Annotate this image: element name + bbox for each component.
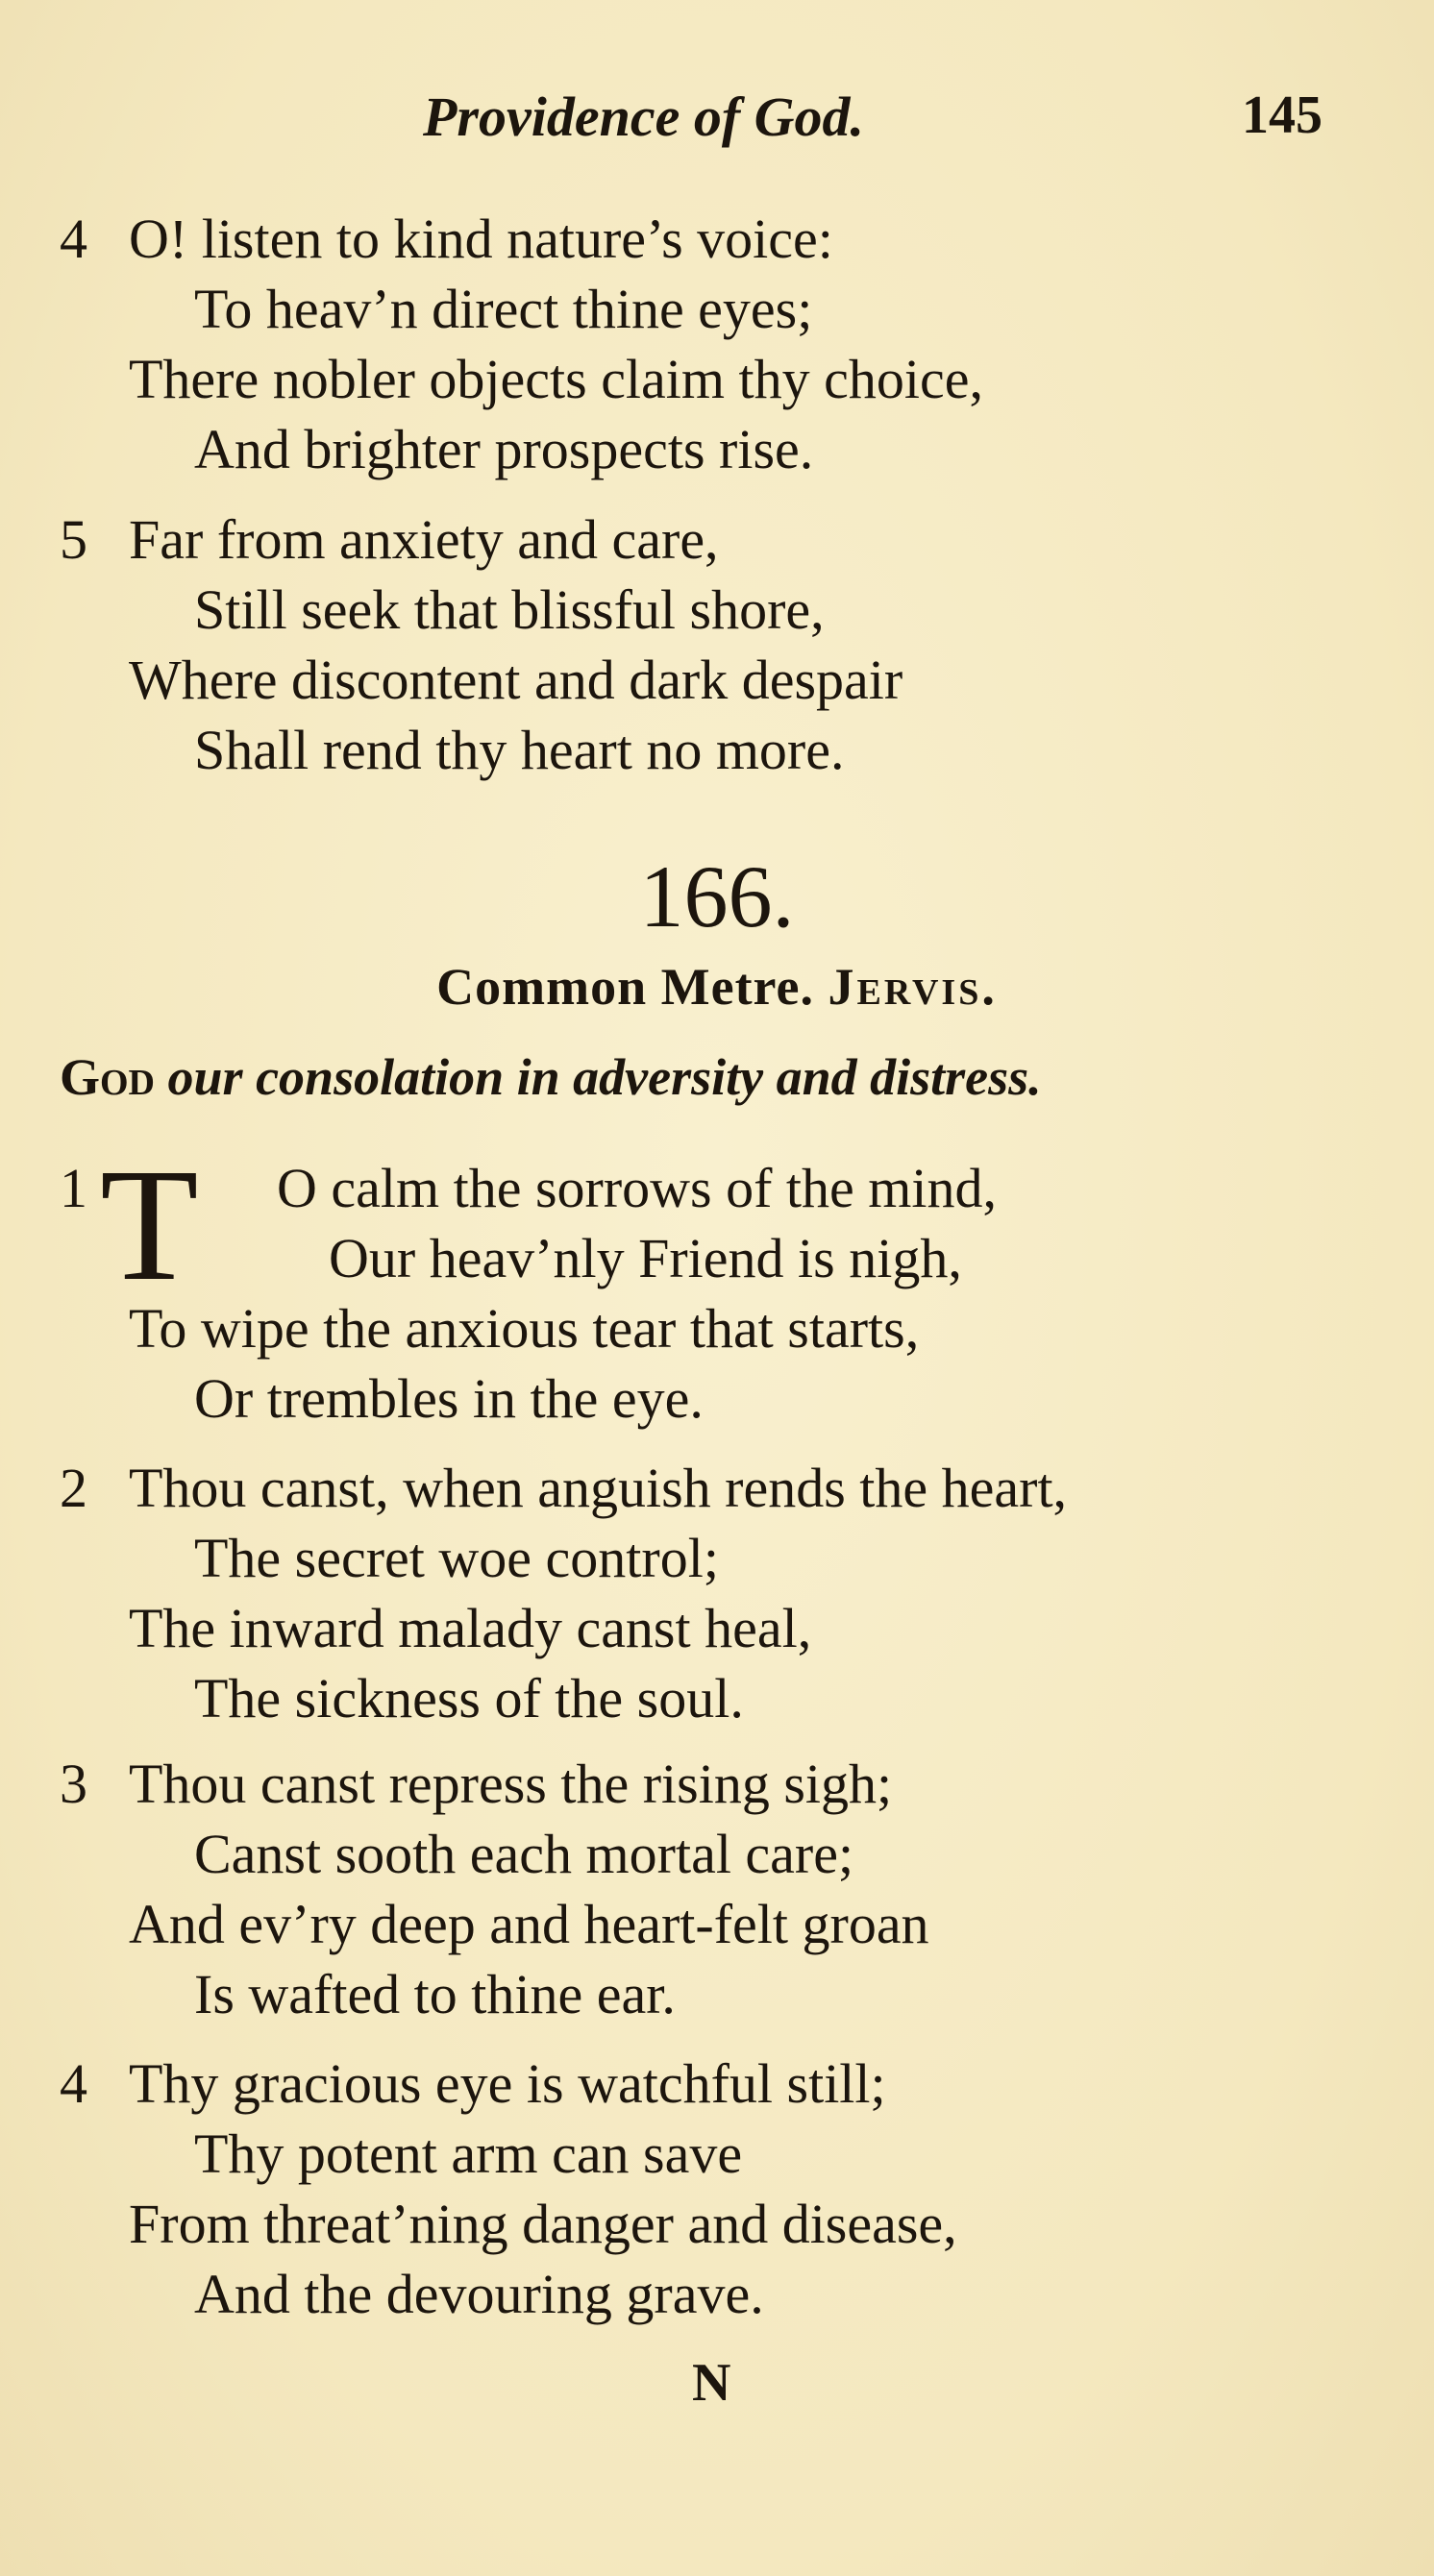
- stanza-number: 4: [60, 2052, 87, 2115]
- stanza-line: Is wafted to thine ear.: [194, 1963, 676, 2025]
- stanza-line: Thy gracious eye is watchful still;: [129, 2052, 886, 2115]
- stanza-line: And the devouring grave.: [194, 2263, 764, 2325]
- running-head: Providence of God.: [423, 86, 865, 148]
- stanza-line: Thou canst, when anguish rends the heart,: [129, 1457, 1068, 1519]
- title-god: God: [60, 1048, 156, 1106]
- hymn-title: [60, 1047, 1042, 1107]
- hymn-metre: [0, 957, 1434, 1017]
- drop-cap: T: [100, 1136, 199, 1314]
- metre-label: Common Metre.: [436, 958, 815, 1016]
- stanza-number: 4: [60, 208, 87, 270]
- stanza-prev-4: [60, 204, 983, 484]
- stanza-line: O! listen to kind nature’s voice:: [129, 208, 833, 270]
- stanza-line: And brighter prospects rise.: [194, 418, 814, 480]
- stanza-line: And ev’ry deep and heart-felt groan: [129, 1893, 929, 1955]
- page-number: 145: [1242, 86, 1323, 145]
- stanza-line: The secret woe control;: [194, 1527, 719, 1589]
- stanza-number: 2: [60, 1457, 87, 1519]
- stanza-line: O calm the sorrows of the mind,: [277, 1157, 998, 1219]
- stanza-number: 1: [60, 1157, 87, 1219]
- stanza-line: The sickness of the soul.: [194, 1667, 744, 1730]
- stanza-line: To wipe the anxious tear that starts,: [129, 1297, 920, 1360]
- stanza-prev-5: [60, 504, 902, 785]
- stanza-line: The inward malady canst heal,: [129, 1597, 812, 1659]
- stanza-number: 3: [60, 1753, 87, 1815]
- stanza-line: There nobler objects claim thy choice,: [129, 348, 983, 410]
- stanza-1: [60, 1136, 998, 1434]
- stanza-line: Still seek that blissful shore,: [194, 578, 825, 641]
- title-rest: our consolation in adversity and distress.: [167, 1048, 1042, 1106]
- signature-mark: N: [692, 2353, 731, 2413]
- stanza-line: Or trembles in the eye.: [194, 1367, 704, 1430]
- stanza-3: [60, 1749, 929, 2029]
- stanza-line: Thy potent arm can save: [194, 2122, 743, 2185]
- hymn-number: 166.: [639, 847, 795, 945]
- stanza-line: Thou canst repress the rising sigh;: [129, 1753, 893, 1815]
- stanza-line: From threat’ning danger and disease,: [129, 2193, 957, 2255]
- stanza-number: 5: [60, 508, 87, 571]
- stanza-line: To heav’n direct thine eyes;: [194, 278, 813, 340]
- stanza-2: [60, 1453, 1067, 1733]
- stanza-line: Far from anxiety and care,: [129, 508, 719, 571]
- stanza-4: [60, 2049, 957, 2329]
- stanza-line: Where discontent and dark despair: [129, 649, 903, 711]
- stanza-line: Shall rend thy heart no more.: [194, 719, 845, 781]
- tune-name: Jervis.: [828, 958, 998, 1016]
- stanza-line: Canst sooth each mortal care;: [194, 1823, 854, 1885]
- stanza-line: Our heav’nly Friend is nigh,: [329, 1227, 962, 1289]
